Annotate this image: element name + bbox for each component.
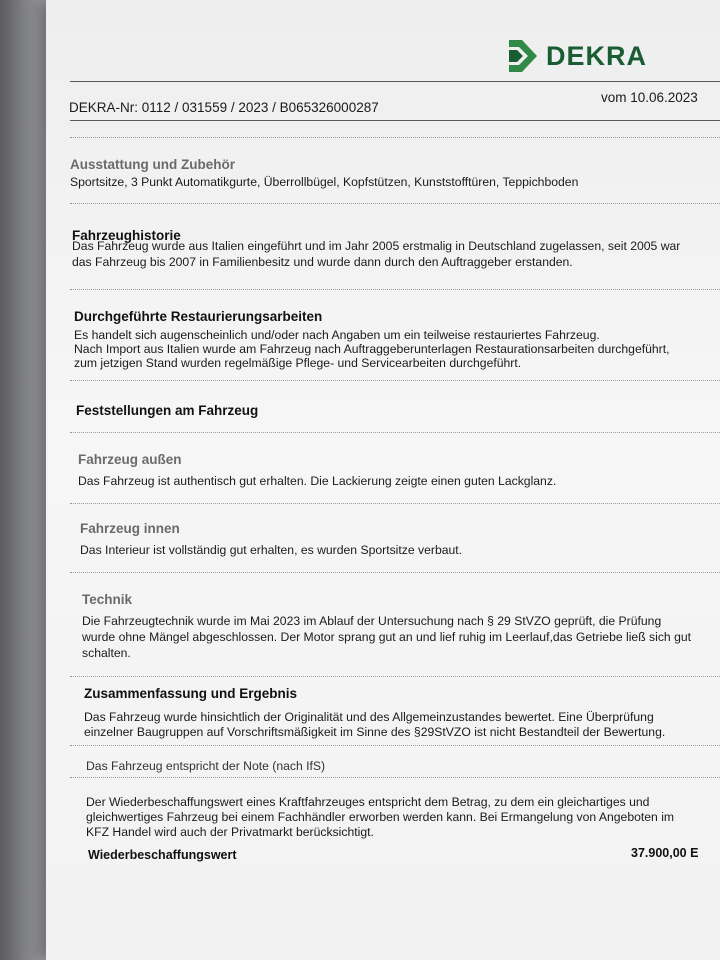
section-heading-restaurierung: Durchgeführte Restaurierungsarbeiten	[74, 309, 323, 324]
zusammenfassung-line: einzelner Baugruppen auf Vorschriftsmäßigkeit im Sinne des §29StVZO ist nicht Bestandteil der Bewertung.	[84, 725, 666, 739]
section-heading-aussen: Fahrzeug außen	[78, 452, 182, 467]
innen-text: Das Interieur ist vollständig gut erhalten, es wurden Sportsitze verbaut.	[80, 543, 463, 557]
dotted-separator	[70, 203, 720, 204]
wbw-line: Der Wiederbeschaffungswert eines Kraftfahrzeuges entspricht dem Betrag, zu dem ein gleichartiges und	[86, 795, 650, 809]
dotted-separator	[70, 289, 720, 290]
dekra-number: DEKRA-Nr: 0112 / 031559 / 2023 / B065326000287	[69, 100, 379, 115]
report-date: vom 10.06.2023	[601, 90, 698, 105]
dotted-separator	[70, 432, 720, 433]
wbw-line: gleichwertiges Fahrzeug bei einem Fachhändler erworben werden kann. Bei Ermangelung von Angeboten im	[86, 810, 675, 824]
dotted-separator	[70, 777, 720, 778]
section-heading-innen: Fahrzeug innen	[80, 521, 180, 536]
section-heading-technik: Technik	[82, 592, 133, 607]
historie-line: das Fahrzeug bis 2007 in Familienbesitz und wurde dann durch den Auftraggeber erstanden.	[72, 255, 573, 269]
section-heading-zusammenfassung: Zusammenfassung und Ergebnis	[84, 686, 298, 701]
historie-line: Das Fahrzeug wurde aus Italien eingeführt und im Jahr 2005 erstmalig in Deutschland zugelassen, seit 2005 war	[72, 239, 681, 253]
restaurierung-line: zum jetzigen Stand wurden regelmäßige Pflege- und Servicearbeiten durchgeführt.	[74, 356, 522, 370]
dotted-separator	[70, 676, 720, 677]
section-heading-ausstattung: Ausstattung und Zubehör	[70, 157, 235, 172]
dekra-logo-icon	[506, 38, 540, 74]
document-page	[46, 0, 720, 960]
ausstattung-text: Sportsitze, 3 Punkt Automatikgurte, Überrollbügel, Kopfstützen, Kunststofftüren, Teppichboden	[70, 175, 579, 189]
technik-line: Die Fahrzeugtechnik wurde im Mai 2023 im Ablauf der Untersuchung nach § 29 StVZO geprüft, die Prüfung	[82, 614, 662, 628]
header-rule-bottom	[70, 120, 720, 121]
wbw-label: Wiederbeschaffungswert	[88, 848, 237, 862]
wbw-value: 37.900,00 E	[631, 846, 699, 860]
dotted-separator	[70, 503, 720, 504]
wbw-line: KFZ Handel wird auch der Privatmarkt berücksichtigt.	[86, 825, 374, 839]
note-line: Das Fahrzeug entspricht der Note (nach IfS)	[86, 759, 326, 773]
dekra-logo	[506, 36, 647, 76]
section-heading-feststellungen: Feststellungen am Fahrzeug	[76, 403, 259, 418]
technik-line: schalten.	[82, 646, 131, 660]
zusammenfassung-line: Das Fahrzeug wurde hinsichtlich der Originalität und des Allgemeinzustandes bewertet. Eine Überprüfung	[84, 710, 654, 724]
aussen-text: Das Fahrzeug ist authentisch gut erhalten. Die Lackierung zeigte einen guten Lackglanz.	[78, 474, 557, 488]
dotted-separator	[70, 380, 720, 381]
restaurierung-line: Nach Import aus Italien wurde am Fahrzeug nach Auftraggeberunterlagen Restaurationsarbeiten durchgeführt,	[74, 342, 670, 356]
header-rule	[70, 81, 720, 82]
restaurierung-line: Es handelt sich augenscheinlich und/oder nach Angaben um ein teilweise restauriertes Fahrzeug.	[74, 328, 600, 342]
dotted-separator	[70, 572, 720, 573]
dotted-separator	[70, 137, 720, 138]
section-heading-historie: Fahrzeughistorie	[72, 228, 181, 243]
dotted-separator	[70, 745, 720, 746]
logo-text: DEKRA	[546, 40, 648, 71]
technik-line: wurde ohne Mängel abgeschlossen. Der Motor sprang gut an und lief ruhig im Leerlauf,das Getriebe ließ sich gut	[82, 630, 692, 644]
